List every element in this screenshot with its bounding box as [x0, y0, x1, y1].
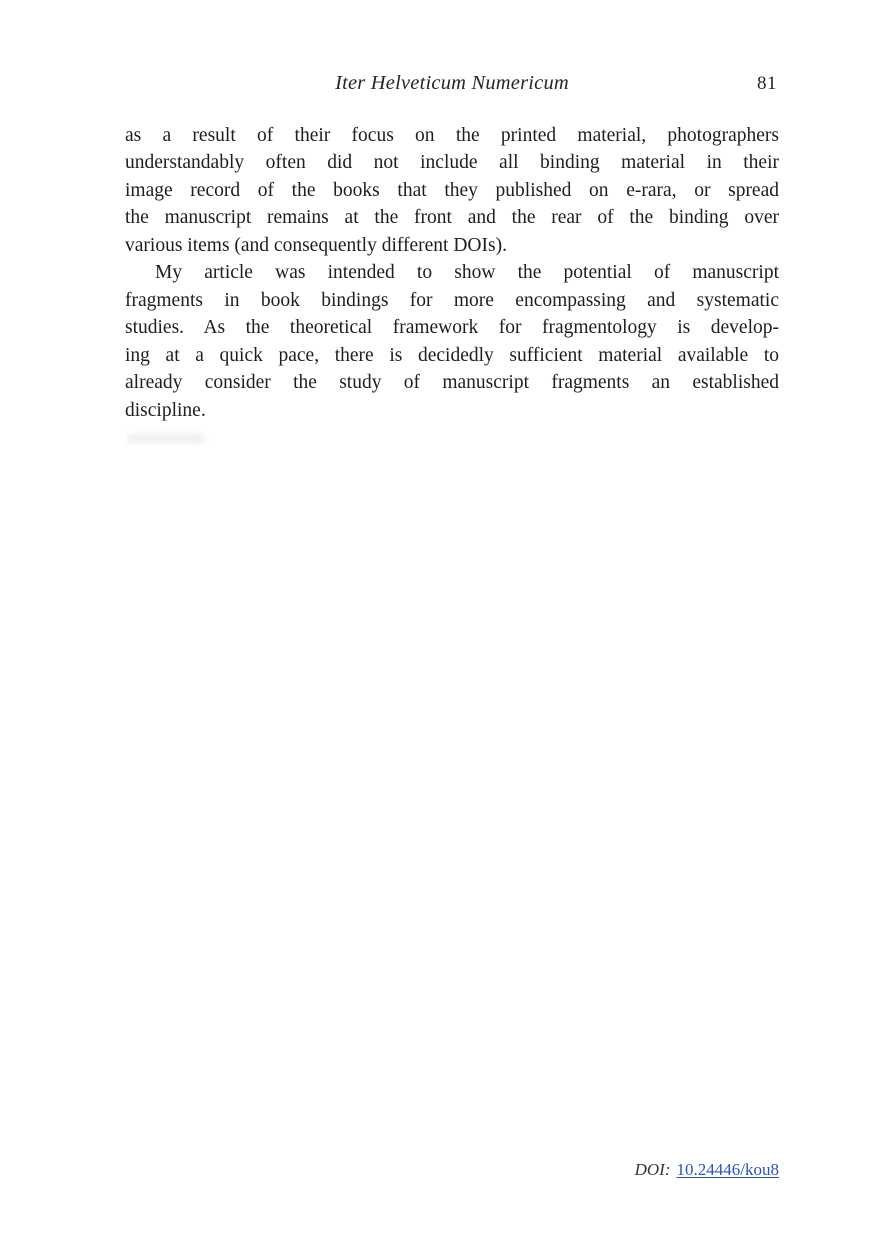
text-line: fragments in book bindings for more encompassing and systematic: [125, 289, 779, 311]
text-line: My article was intended to show the potential of manuscript: [155, 262, 779, 284]
bleed-through-artifact: [127, 433, 205, 444]
text-line: as a result of their focus on the printed material, photographers: [125, 125, 779, 146]
running-header: [125, 72, 779, 100]
text-line: already consider the study of manuscript fragments an established: [125, 372, 779, 394]
page-number: 81: [757, 73, 777, 94]
body-text: [125, 122, 779, 424]
text-line: various items (and consequently different DOIs).: [125, 234, 507, 256]
text-line: studies. As the theoretical framework for fragmentology is develop-: [125, 317, 779, 339]
text-line: understandably often did not include all binding material in their: [125, 152, 779, 174]
text-line: the manuscript remains at the front and the rear of the binding over: [125, 207, 779, 229]
text-line: discipline.: [125, 399, 206, 421]
doi-label: DOI:: [634, 1160, 671, 1179]
text-line: ing at a quick pace, there is decidedly sufficient material available to: [125, 344, 779, 366]
doi-link[interactable]: 10.24446/kou8: [676, 1160, 779, 1179]
running-header-title: Iter Helveticum Numericum: [335, 72, 569, 94]
text-line: image record of the books that they published on e-rara, or spread: [125, 179, 779, 201]
doi-footer: [635, 1160, 779, 1180]
